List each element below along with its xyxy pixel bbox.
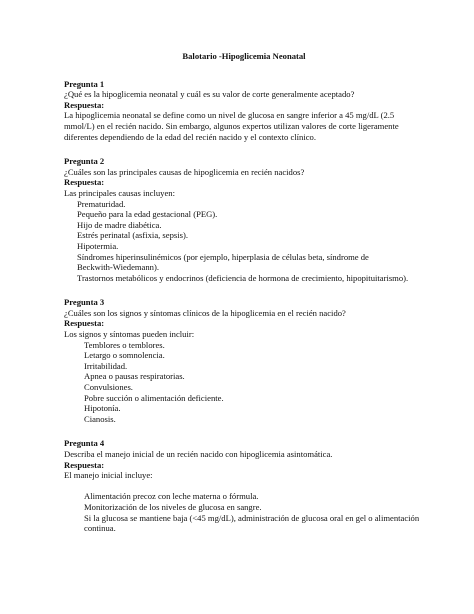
question-4 xyxy=(64,438,424,533)
answer-intro: Los signos y síntomas pueden incluir: xyxy=(64,329,195,340)
answer-line: diferentes dependiendo de la edad del recién nacido y el contexto clínico. xyxy=(64,131,316,142)
list-item: Convulsiones. xyxy=(84,382,133,393)
question-2-title: Pregunta 2 xyxy=(64,156,105,167)
question-1 xyxy=(64,79,424,143)
list-item: Prematuridad. xyxy=(77,198,126,209)
answer-intro: Las principales causas incluyen: xyxy=(64,187,175,198)
question-2 xyxy=(64,156,424,283)
list-item: Monitorización de los niveles de glucosa en sangre. xyxy=(84,501,262,512)
answer-label: Respuesta: xyxy=(64,459,105,470)
question-2-text: ¿Cuáles son las principales causas de hipoglicemia en recién nacidos? xyxy=(64,166,305,177)
question-3-text: ¿Cuáles son los signos y síntomas clínicos de la hipoglicemia en el recién nacido? xyxy=(64,307,346,318)
answer-label: Respuesta: xyxy=(64,318,105,329)
list-item: Trastornos metabólicos y endocrinos (deficiencia de hormona de crecimiento, hipopituitarismo). xyxy=(77,272,409,283)
question-3 xyxy=(64,297,424,424)
list-item: Pequeño para la edad gestacional (PEG). xyxy=(77,209,218,220)
answer-line: mmol/L) en el recién nacido. Sin embargo, algunos expertos utilizan valores de corte ligeramente xyxy=(64,120,399,131)
list-item: Si la glucosa se mantiene baja (<45 mg/dL), administración de glucosa oral en gel o alimentación xyxy=(84,512,420,523)
question-4-text: Describa el manejo inicial de un recién nacido con hipoglicemia asintomática. xyxy=(64,449,333,459)
list-item: Hipotonía. xyxy=(84,403,121,414)
management-list xyxy=(64,491,424,533)
list-item: Irritabilidad. xyxy=(84,360,128,371)
list-item: Hipotermia. xyxy=(77,240,119,251)
answer-intro: El manejo inicial incluye: xyxy=(64,470,153,481)
blank-line xyxy=(64,481,424,492)
list-item: Letargo o somnolencia. xyxy=(84,350,165,361)
question-4-title: Pregunta 4 xyxy=(64,438,105,449)
list-item: Temblores o temblores. xyxy=(84,339,165,350)
list-item: Cianosis. xyxy=(84,413,116,424)
question-3-title: Pregunta 3 xyxy=(64,297,105,308)
list-item: continua. xyxy=(84,523,116,534)
question-1-text: ¿Qué es la hipoglicemia neonatal y cuál es su valor de corte generalmente aceptado? xyxy=(64,89,355,100)
answer-line: La hipoglicemia neonatal se define como un nivel de glucosa en sangre inferior a 45 mg/dL (2.5 xyxy=(64,110,395,121)
list-item: Alimentación precoz con leche materna o fórmula. xyxy=(84,491,259,502)
list-item: Pobre succión o alimentación deficiente. xyxy=(84,392,224,403)
document-title: Balotario -Hipoglicemia Neonatal xyxy=(182,51,306,61)
list-item: Síndromes hiperinsulinémicos (por ejemplo, hiperplasia de células beta, síndrome de xyxy=(77,251,369,262)
causes-list xyxy=(64,199,424,284)
list-item: Estrés perinatal (asfixia, sepsis). xyxy=(77,230,188,241)
list-item: Beckwith-Wiedemann). xyxy=(77,262,159,273)
symptoms-list xyxy=(64,340,424,425)
answer-label: Respuesta: xyxy=(64,177,105,188)
list-item: Apnea o pausas respiratorias. xyxy=(84,371,185,382)
list-item: Hijo de madre diabética. xyxy=(77,219,162,230)
answer-label: Respuesta: xyxy=(64,99,105,110)
question-1-title: Pregunta 1 xyxy=(64,78,105,89)
